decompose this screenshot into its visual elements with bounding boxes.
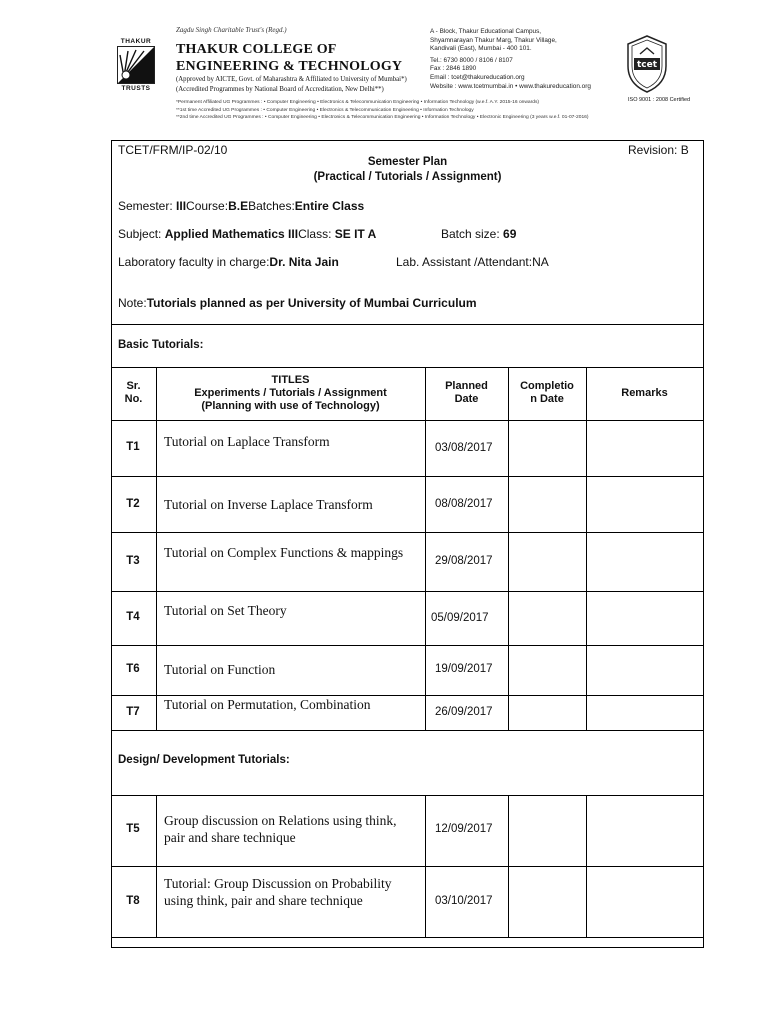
subject-value: Applied Mathematics III xyxy=(164,227,299,241)
logo-bottom-text: TRUSTS xyxy=(121,85,151,92)
address-line: Shyamnarayan Thakur Marg, Thakur Village, xyxy=(430,36,557,44)
programme-line: *Permanent Affiliated UG Programmes : • Computer Engineering • Electronics & Telecommunication Engineering • Information Technology (w.e.f. A.Y. 2015-16 onwards) xyxy=(176,100,540,105)
table-rule xyxy=(425,367,426,730)
college-address xyxy=(430,28,591,91)
row-date: 08/08/2017 xyxy=(435,498,493,510)
address-line: Fax : 2846 1890 xyxy=(430,65,477,73)
programme-line: **2nd time Accredited UG Programmes : • Computer Engineering • Electronics & Telecommunication Engineering • Information Technology • Electronic Engineering (3 years w.e.f. 01-07-2016) xyxy=(176,115,589,121)
semester-value: III xyxy=(176,199,187,213)
table-rule xyxy=(111,866,704,867)
trust-tagline: Zagdu Singh Charitable Trust's (Regd.) xyxy=(176,26,287,34)
table-rule xyxy=(111,591,704,592)
programmes-list xyxy=(176,99,589,122)
row-title: Tutorial on Function xyxy=(164,662,276,677)
subject-label: Subject: xyxy=(118,227,165,241)
table-rule xyxy=(111,532,704,533)
header-text: No. xyxy=(124,393,143,405)
college-name-line1: THAKUR COLLEGE OF xyxy=(176,42,337,57)
table-rule xyxy=(111,937,704,938)
address-line: Website : www.tcetmumbai.in • www.thakureducation.org xyxy=(430,82,591,90)
table-rule xyxy=(425,795,426,937)
batch-size-value: 69 xyxy=(503,227,517,241)
address-line: Email : tcet@thakureducation.org xyxy=(430,73,525,81)
class-label: Class: xyxy=(298,227,335,241)
table-rule xyxy=(111,795,704,796)
course-label: Course: xyxy=(186,199,229,213)
seal-text: tcet xyxy=(636,60,658,70)
design-tutorials-heading: Design/ Development Tutorials: xyxy=(118,754,290,766)
table-rule xyxy=(111,324,704,325)
programme-line: **1st time Accredited UG Programmes : • Computer Engineering • Electronics & Telecommunication Engineering • Information Technology xyxy=(176,107,474,113)
row-title: Tutorial on Inverse Laplace Transform xyxy=(164,497,373,512)
table-rule xyxy=(156,795,157,937)
table-rule xyxy=(508,795,509,937)
row-date: 03/08/2017 xyxy=(435,442,493,454)
row-date: 29/08/2017 xyxy=(435,555,493,567)
row-date: 19/09/2017 xyxy=(435,663,493,675)
faculty-label: Laboratory faculty in charge: xyxy=(118,255,270,269)
row-date: 26/09/2017 xyxy=(435,706,493,718)
row-date: 12/09/2017 xyxy=(435,823,493,835)
form-subtitle: (Practical / Tutorials / Assignment) xyxy=(313,171,502,183)
batches-label: Batches: xyxy=(248,199,295,213)
row-title: Group discussion on Relations using think, pair and share technique xyxy=(164,813,397,845)
header-completion-date xyxy=(508,380,586,406)
header-text: n Date xyxy=(530,393,564,405)
row-sr: T3 xyxy=(126,555,140,567)
address-line: A - Block, Thakur Educational Campus, xyxy=(430,28,542,35)
address-line: Kandivali (East), Mumbai - 400 101. xyxy=(430,45,532,53)
header-text: (Planning with use of Technology) xyxy=(201,400,380,412)
row-date: 03/10/2017 xyxy=(435,895,493,907)
note-label: Note: xyxy=(118,296,147,310)
basic-tutorials-heading: Basic Tutorials: xyxy=(118,339,204,351)
tcet-seal-icon xyxy=(622,32,672,96)
batch-size xyxy=(441,227,516,241)
header-text: Completio xyxy=(520,380,574,392)
table-rule xyxy=(111,645,704,646)
faculty-value: Dr. Nita Jain xyxy=(269,255,339,269)
row-sr: T2 xyxy=(126,498,140,510)
row-sr: T6 xyxy=(126,663,140,675)
header-text: Experiments / Tutorials / Assignment xyxy=(194,387,387,399)
table-rule xyxy=(111,476,704,477)
form-code: TCET/FRM/IP-02/10 xyxy=(118,143,228,157)
accreditation-note: (Accredited Programmes by National Board of Accreditation, New Delhi**) xyxy=(176,86,384,93)
header-planned-date xyxy=(425,380,508,406)
header-text: TITLES xyxy=(271,374,310,386)
table-rule xyxy=(111,420,704,421)
table-rule xyxy=(703,324,704,938)
address-line: Tel.: 6730 8000 / 8106 / 8107 xyxy=(430,56,513,64)
table-rule xyxy=(586,795,587,937)
subject-row xyxy=(118,227,376,241)
row-date: 05/09/2017 xyxy=(431,612,489,624)
row-sr: T8 xyxy=(126,895,140,907)
thakur-trusts-logo xyxy=(112,38,160,92)
semester-row xyxy=(118,199,364,213)
faculty-row xyxy=(118,255,339,269)
batches-value: Entire Class xyxy=(294,199,365,213)
row-sr: T5 xyxy=(126,823,140,835)
row-sr: T1 xyxy=(126,441,140,453)
row-title: Tutorial on Permutation, Combination xyxy=(164,697,371,712)
lab-assistant: Lab. Assistant /Attendant:NA xyxy=(396,255,549,269)
sunrise-logo-icon xyxy=(117,46,155,84)
course-value: B.E xyxy=(228,199,249,213)
table-rule xyxy=(586,367,587,730)
header-text: Sr. xyxy=(126,380,141,392)
table-rule xyxy=(156,367,157,730)
header-sr-no xyxy=(111,380,156,406)
row-title: Tutorial on Laplace Transform xyxy=(164,434,330,449)
row-title: Tutorial on Complex Functions & mappings xyxy=(164,545,404,560)
note-value: Tutorials planned as per University of Mumbai Curriculum xyxy=(146,296,477,310)
table-rule xyxy=(111,730,704,731)
row-sr: T4 xyxy=(126,611,140,623)
note-row xyxy=(118,296,477,310)
approval-note: (Approved by AICTE, Govt. of Maharashtra & Affiliated to University of Mumbai*) xyxy=(176,76,407,83)
revision: Revision: B xyxy=(628,143,689,157)
header-remarks: Remarks xyxy=(621,387,668,399)
header-text: Planned xyxy=(445,380,488,392)
college-name-line2: ENGINEERING & TECHNOLOGY xyxy=(176,59,403,74)
class-value: SE IT A xyxy=(334,227,377,241)
semester-label: Semester: xyxy=(118,199,177,213)
logo-top-text: THAKUR xyxy=(120,38,152,45)
header-text: Date xyxy=(454,393,479,405)
table-rule xyxy=(508,367,509,730)
row-title: Tutorial on Set Theory xyxy=(164,603,287,618)
form-title: Semester Plan xyxy=(367,156,448,168)
row-sr: T7 xyxy=(126,706,140,718)
table-rule xyxy=(111,367,704,368)
batch-size-label: Batch size: xyxy=(441,227,504,241)
iso-certification: ISO 9001 : 2008 Certified xyxy=(628,97,691,103)
row-title: Tutorial: Group Discussion on Probability using think, pair and share technique xyxy=(164,876,392,908)
header-titles xyxy=(156,374,425,413)
